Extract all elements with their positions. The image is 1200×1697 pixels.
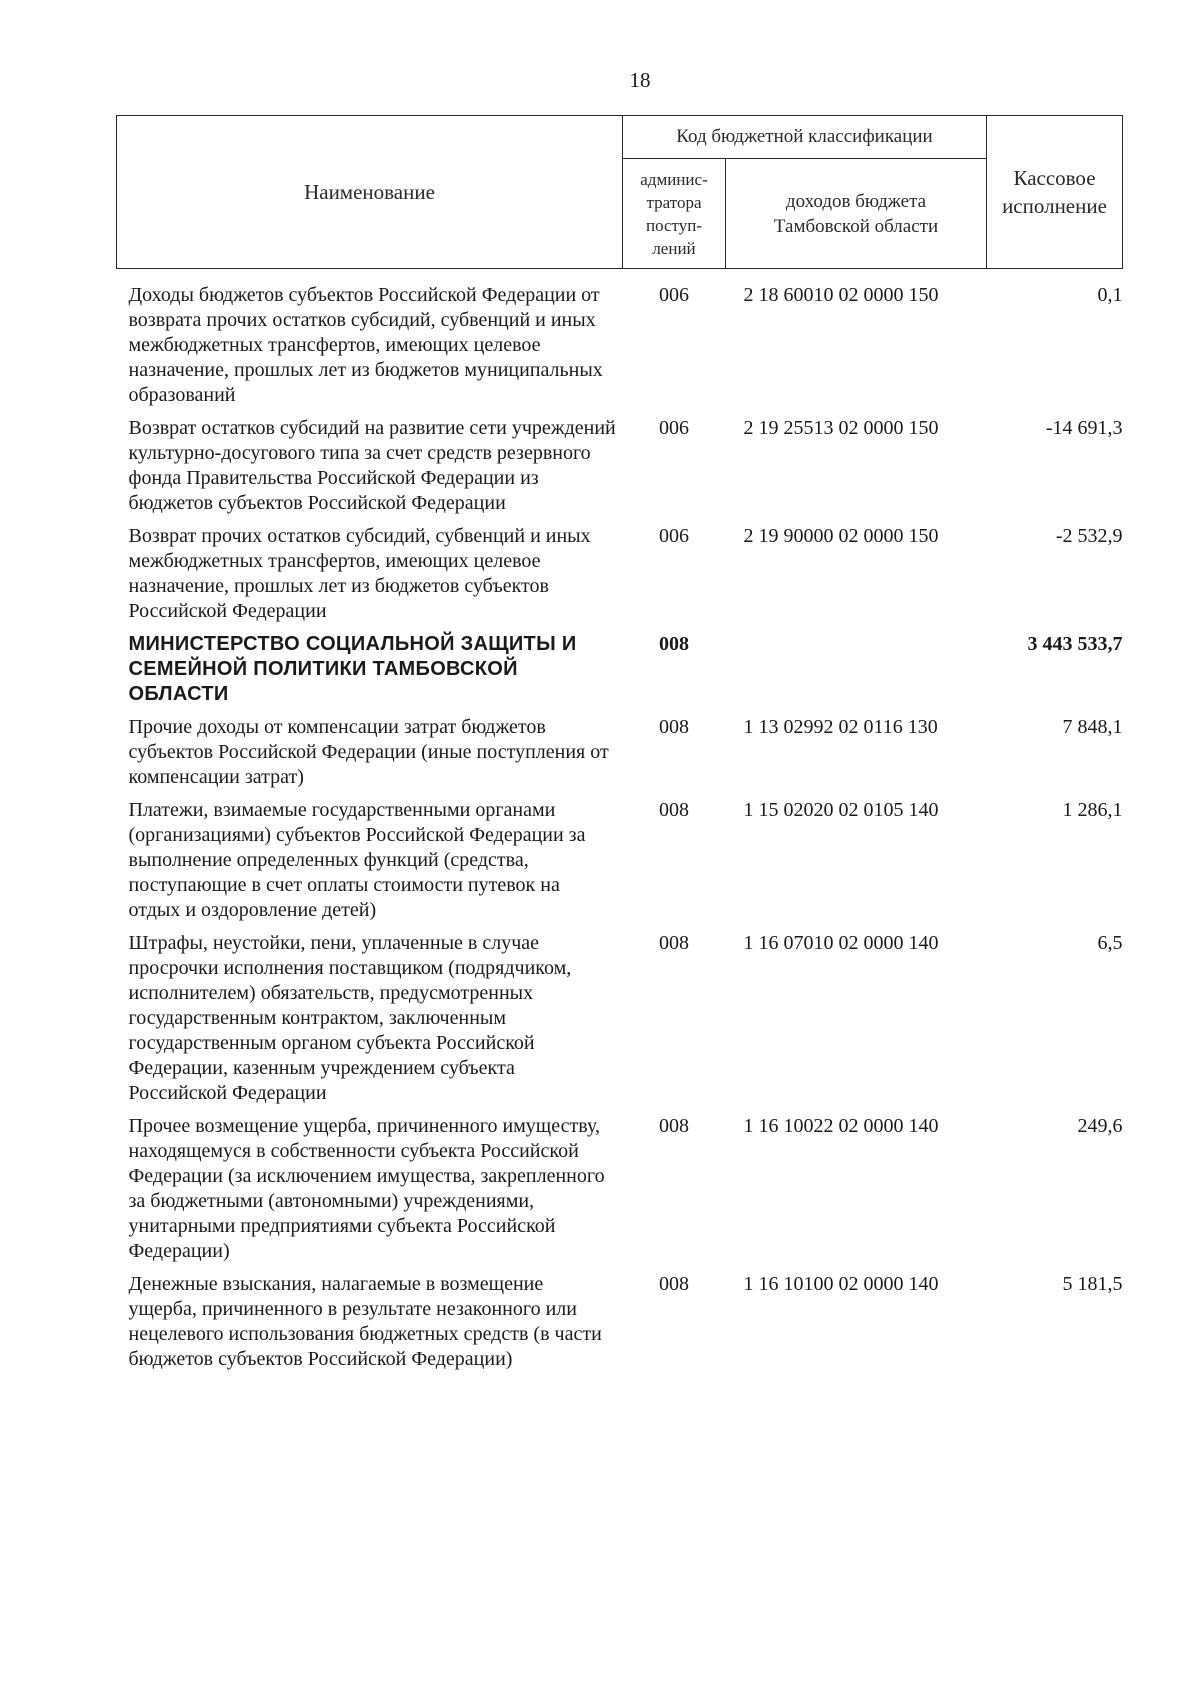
ministry-row — [117, 624, 1123, 707]
header-income — [726, 159, 987, 269]
row-amount: 6,5 — [1097, 932, 1123, 954]
row-name: Возврат остатков субсидий на развитие сети учреждений культурно-досугового типа за счет средств резервного фонда Правительства Российской Федерации из бюджетов субъектов Российской Федерации — [128, 417, 616, 514]
row-name: Денежные взыскания, налагаемые в возмещение ущерба, причиненного в результате незаконного или нецелевого использования бюджетных средств (в части бюджетов субъектов Российской Федерации) — [128, 1273, 602, 1370]
budget-table — [116, 115, 1123, 1372]
table-row — [117, 269, 1123, 409]
ministry-income-code — [726, 624, 987, 707]
table-row — [117, 923, 1123, 1106]
row-admin-code: 008 — [659, 716, 689, 738]
header-income-line: доходов бюджета — [785, 190, 927, 212]
table-row — [117, 516, 1123, 624]
row-name: Платежи, взимаемые государственными органами (организациями) субъектов Российской Федерации за выполнение определенных функций (средства, поступающие в счет оплаты стоимости путевок на отдых и оздоровление детей) — [128, 799, 586, 921]
row-amount: -14 691,3 — [1045, 417, 1123, 439]
row-income-code: 1 15 02020 02 0105 140 — [743, 799, 939, 821]
row-income-code: 2 18 60010 02 0000 150 — [743, 284, 939, 306]
budget-table-container — [116, 115, 1122, 1372]
row-amount: 5 181,5 — [1062, 1273, 1123, 1295]
row-amount: 249,6 — [1077, 1115, 1123, 1137]
ministry-name: МИНИСТЕРСТВО СОЦИАЛЬНОЙ ЗАЩИТЫ И СЕМЕЙНОЙ ПОЛИТИКИ ТАМБОВСКОЙ ОБЛАСТИ — [128, 633, 577, 705]
row-admin-code: 008 — [659, 932, 689, 954]
header-admin-line: тратора — [646, 192, 702, 212]
row-admin-code: 008 — [659, 799, 689, 821]
row-amount: 0,1 — [1097, 284, 1123, 306]
row-name: Возврат прочих остатков субсидий, субвенций и иных межбюджетных трансфертов, имеющих целевое назначение, прошлых лет из бюджетов субъектов Российской Федерации — [128, 525, 591, 622]
header-admin-line: лений — [652, 238, 696, 258]
ministry-amount: 3 443 533,7 — [1027, 633, 1123, 655]
row-name: Доходы бюджетов субъектов Российской Федерации от возврата прочих остатков субсидий, субвенций и иных межбюджетных трансфертов, имеющих целевое назначение, прошлых лет из бюджетов муниципальных образований — [128, 284, 603, 406]
header-admin — [623, 159, 726, 269]
row-admin-code: 006 — [659, 284, 689, 306]
row-income-code: 1 16 07010 02 0000 140 — [743, 932, 939, 954]
row-admin-code: 008 — [659, 1273, 689, 1295]
row-admin-code: 006 — [659, 417, 689, 439]
header-amount-line: исполнение — [1002, 194, 1107, 218]
header-code-group: Код бюджетной классификации — [623, 116, 987, 159]
row-name: Прочие доходы от компенсации затрат бюджетов субъектов Российской Федерации (иные поступления от компенсации затрат) — [128, 716, 609, 788]
row-amount: 1 286,1 — [1062, 799, 1123, 821]
page-number: 18 — [629, 68, 651, 92]
row-admin-code: 006 — [659, 525, 689, 547]
header-admin-line: поступ- — [645, 215, 703, 235]
row-income-code: 2 19 25513 02 0000 150 — [743, 417, 939, 439]
table-row — [117, 790, 1123, 923]
row-amount: -2 532,9 — [1055, 525, 1123, 547]
row-income-code: 1 13 02992 02 0116 130 — [743, 716, 938, 738]
table-row — [117, 707, 1123, 790]
row-name: Штрафы, неустойки, пени, уплаченные в случае просрочки исполнения поставщиком (подрядчиком, исполнителем) обязательств, предусмотренных государственным контрактом, заключенным государственным органом субъекта Российской Федерации, казенным учреждением субъекта Российской Федерации — [128, 932, 572, 1104]
row-income-code: 2 19 90000 02 0000 150 — [743, 525, 939, 547]
row-admin-code: 008 — [659, 1115, 689, 1137]
row-income-code: 1 16 10022 02 0000 140 — [743, 1115, 939, 1137]
header-admin-line: админис- — [640, 169, 708, 189]
ministry-admin-code: 008 — [659, 633, 689, 655]
table-row — [117, 408, 1123, 516]
header-amount — [987, 116, 1123, 269]
row-amount: 7 848,1 — [1062, 716, 1123, 738]
table-row — [117, 1106, 1123, 1264]
header-amount-line: Кассовое — [1013, 166, 1096, 190]
row-name: Прочее возмещение ущерба, причиненного имуществу, находящемуся в собственности субъекта Российской Федерации (за исключением имущества, закрепленного за бюджетными (автономными) учреждениями, унитарными предприятиями субъекта Российской Федерации) — [128, 1115, 605, 1262]
row-income-code: 1 16 10100 02 0000 140 — [743, 1273, 939, 1295]
header-income-line: Тамбовской области — [773, 215, 939, 237]
header-name: Наименование — [117, 116, 623, 269]
table-row — [117, 1264, 1123, 1372]
